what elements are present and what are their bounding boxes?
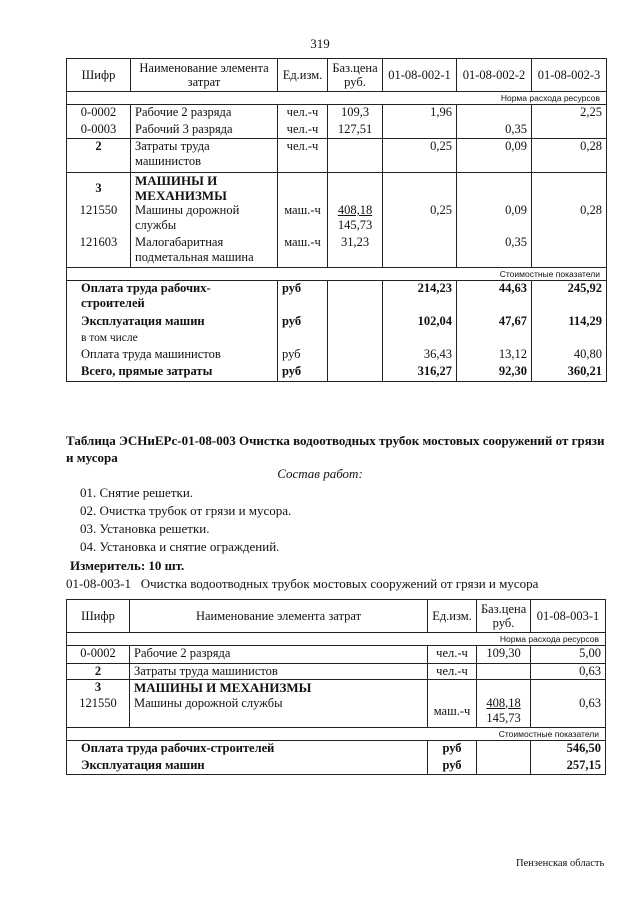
section-cost: Стоимостные показатели xyxy=(67,728,606,741)
header-code: Шифр xyxy=(67,59,131,92)
table-row: 121603 Малогабаритная подметальная машина маш.-ч 31,23 0,35 xyxy=(67,235,607,267)
section-cost: Стоимостные показатели xyxy=(67,267,607,280)
table-row: 0-0002 Рабочие 2 разряда чел.-ч 109,30 5,00 xyxy=(67,646,606,664)
header-unit: Ед.изм. xyxy=(278,59,328,92)
header-price: Баз.цена руб. xyxy=(477,600,531,633)
header-col1: 01-08-002-1 xyxy=(383,59,457,92)
table-row: 0-0002 Рабочие 2 разряда чел.-ч 109,3 1,96 2,25 xyxy=(67,105,607,122)
table-header xyxy=(67,600,606,633)
cost-row: Эксплуатация машин руб 102,04 47,67 114,29 xyxy=(67,314,607,331)
header-col2: 01-08-002-2 xyxy=(457,59,532,92)
measure-unit: Измеритель: 10 шт. xyxy=(70,558,185,573)
header-col3: 01-08-002-3 xyxy=(532,59,607,92)
resource-table-01-08-003 xyxy=(66,599,606,775)
table-row-group-header: 3 МАШИНЫ И МЕХАНИЗМЫ xyxy=(67,173,607,204)
table-row: 0-0003 Рабочий 3 разряда чел.-ч 127,51 0,35 xyxy=(67,122,607,139)
composition-heading: Состав работ: xyxy=(277,466,363,481)
table-header xyxy=(67,59,607,92)
header-price: Баз.цена руб. xyxy=(328,59,383,92)
cost-row: Оплата труда рабочих-строителей руб 546,50 xyxy=(67,741,606,758)
header-name: Наименование элемента затрат xyxy=(131,59,278,92)
table-row: 121550 Машины дорожной службы маш.-ч 408,18 145,73 0,25 0,09 0,28 xyxy=(67,203,607,235)
section-norm: Норма расхода ресурсов xyxy=(67,92,607,105)
header-col1: 01-08-003-1 xyxy=(531,600,606,633)
page-number: 319 xyxy=(310,36,330,51)
cost-row: Эксплуатация машин руб 257,15 xyxy=(67,758,606,775)
code-line: 01-08-003-1 Очистка водоотводных трубок мостовых сооружений от грязи и мусора xyxy=(66,576,539,591)
work-item: 02. Очистка трубок от грязи и мусора. xyxy=(80,503,292,518)
table-title: Таблица ЭСНиЕРс-01-08-003 Очистка водоотводных трубок мостовых сооружений от грязи и мусора xyxy=(66,433,605,465)
resource-table-01-08-002 xyxy=(66,58,607,382)
work-item: 03. Установка решетки. xyxy=(80,521,210,536)
footer-region: Пензенская область xyxy=(516,858,605,869)
header-unit: Ед.изм. xyxy=(428,600,477,633)
table-row: 2 Затраты труда машинистов чел.-ч 0,25 0,09 0,28 xyxy=(67,139,607,173)
section-norm: Норма расхода ресурсов xyxy=(67,633,606,646)
work-item: 04. Установка и снятие ограждений. xyxy=(80,539,280,554)
header-code: Шифр xyxy=(67,600,130,633)
cost-row: Оплата труда рабочих-строителей руб 214,23 44,63 245,92 xyxy=(67,280,607,314)
work-item: 01. Снятие решетки. xyxy=(80,485,194,500)
header-name: Наименование элемента затрат xyxy=(130,600,428,633)
table-row: 2 Затраты труда машинистов чел.-ч 0,63 xyxy=(67,664,606,680)
cost-row: в том числе xyxy=(67,331,607,347)
table-row-group-header: 3 МАШИНЫ И МЕХАНИЗМЫ xyxy=(67,680,606,696)
table-row: 121550 Машины дорожной службы маш.-ч 408,18 145,73 0,63 xyxy=(67,696,606,728)
cost-row: Оплата труда машинистов руб 36,43 13,12 40,80 xyxy=(67,347,607,364)
cost-row-total: Всего, прямые затраты руб 316,27 92,30 360,21 xyxy=(67,364,607,381)
